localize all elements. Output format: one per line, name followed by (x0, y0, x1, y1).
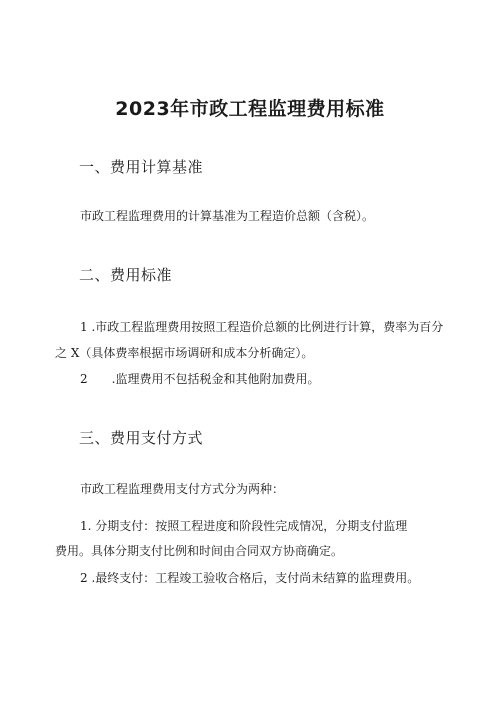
paragraph-fee-standard-2: 2 .监理费用不包括税金和其他附加费用。 (80, 372, 320, 386)
paragraph-fee-standard-1-line2: 之 X（具体费率根据市场调研和成本分析确定）。 (55, 346, 314, 360)
paragraph-payment-installment-line2: 费用。具体分期支付比例和时间由合同双方协商确定。 (55, 544, 344, 558)
paragraph-calculation-basis: 市政工程监理费用的计算基准为工程造价总额（含税）。 (80, 209, 375, 223)
section-heading-payment-method: 三、费用支付方式 (79, 429, 204, 447)
paragraph-payment-final: 2 .最终支付：工程竣工验收合格后，支付尚未结算的监理费用。 (80, 571, 420, 585)
document-title: 2023年市政工程监理费用标准 (115, 98, 385, 120)
paragraph-payment-installment-line1: 1. 分期支付：按照工程进度和阶段性完成情况，分期支付监理 (80, 519, 408, 533)
paragraph-fee-standard-1-line1: 1 .市政工程监理费用按照工程造价总额的比例进行计算，费率为百分 (80, 320, 444, 334)
section-heading-calculation-basis: 一、费用计算基准 (79, 158, 204, 176)
paragraph-payment-intro: 市政工程监理费用支付方式分为两种： (80, 482, 285, 496)
section-heading-fee-standard: 二、费用标准 (79, 266, 173, 284)
